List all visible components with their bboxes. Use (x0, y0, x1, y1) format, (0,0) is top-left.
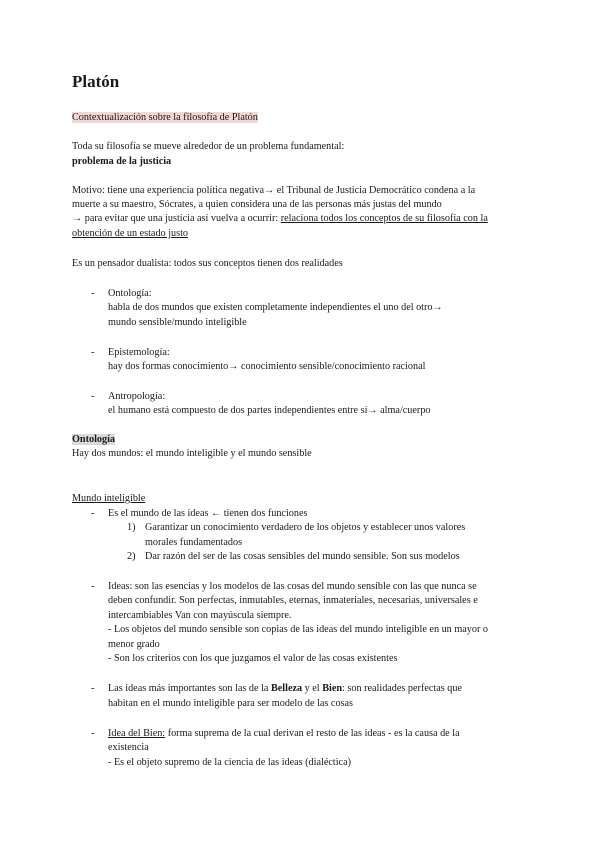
motivo-line-4: obtención de un estado justo (72, 228, 189, 239)
important-ideas-c: : son realidades perfectas que (342, 683, 462, 694)
function-1-line-2: morales fundamentados (145, 537, 243, 548)
antropologia-line-1: el humano está compuesto de dos partes independientes entre sí→ alma/cuerpo (108, 405, 431, 416)
motivo-line-3 (72, 211, 488, 226)
important-ideas-line-1 (108, 681, 462, 696)
ideas-line-4: - Los objetos del mundo sensible son copias de las ideas del mundo inteligible en un mayor o (108, 624, 488, 635)
ideas-world-line: Es el mundo de las ideas ← tienen dos funciones (108, 508, 308, 519)
context-heading (72, 110, 258, 125)
important-ideas-b: y el (302, 683, 323, 694)
dos-mundos-line: Hay dos mundos: el mundo inteligible y el mundo sensible (72, 448, 312, 459)
idea-bien-line-2: existencia (108, 742, 149, 753)
bien-bold: Bien (322, 683, 343, 694)
ontologia-heading-text: Ontología (72, 434, 116, 445)
intro-line: Toda su filosofía se mueve alrededor de un problema fundamental: (72, 141, 345, 152)
motivo-line-3-a: → para evitar que una justicia así vuelva a ocurrir: (72, 213, 281, 224)
motivo-line-2: muerte a su maestro, Sócrates, a quien considera una de las personas más justas del mundo (72, 199, 442, 210)
motivo-line-3-b: relaciona todos los conceptos de su filosofía con la (280, 213, 488, 224)
important-ideas-line-2: habitan en el mundo inteligible para ser modelo de las cosas (108, 698, 353, 709)
function-2-line-1: Dar razón del ser de las cosas sensibles del mundo sensible. Son sus modelos (145, 551, 460, 562)
ideas-line-1: Ideas: son las esencias y los modelos de las cosas del mundo sensible con las que nunca se (108, 581, 477, 592)
function-1-number: 1) (127, 522, 136, 533)
page-title: Platón (72, 72, 120, 91)
bullet-dash: - (91, 288, 95, 299)
bullet-dash: - (91, 508, 95, 519)
bullet-dash: - (91, 347, 95, 358)
epistemologia-title: Epistemología: (108, 347, 170, 358)
mundo-inteligible-heading: Mundo inteligible (72, 493, 146, 504)
intro-bold: problema de la justicia (72, 156, 172, 167)
epistemologia-line-1: hay dos formas conocimiento→ conocimiento sensible/conocimiento racional (108, 361, 426, 372)
dualista-line: Es un pensador dualista: todos sus conceptos tienen dos realidades (72, 258, 343, 269)
antropologia-title: Antropología: (108, 391, 166, 402)
ideas-line-6: - Son los criterios con los que juzgamos el valor de las cosas existentes (108, 653, 398, 664)
idea-bien-label: Idea del Bien: (108, 728, 166, 739)
idea-bien-line-3: - Es el objeto supremo de la ciencia de las ideas (dialéctica) (108, 757, 351, 768)
ontologia-heading (72, 432, 115, 447)
important-ideas-a: Las ideas más importantes son las de la (108, 683, 271, 694)
ontologia-line-2: mundo sensible/mundo inteligible (108, 317, 247, 328)
ideas-line-3: intercambiables Van con mayúscula siempre. (108, 610, 292, 621)
idea-bien-line-1 (108, 726, 460, 741)
context-heading-text: Contextualización sobre la filosofía de Platón (72, 112, 258, 123)
bullet-dash: - (91, 581, 95, 592)
function-2-number: 2) (127, 551, 136, 562)
function-1-line-1: Garantizar un conocimiento verdadero de los objetos y establecer unos valores (145, 522, 466, 533)
bullet-dash: - (91, 683, 95, 694)
bullet-dash: - (91, 391, 95, 402)
bullet-dash: - (91, 728, 95, 739)
idea-bien-text: forma suprema de la cual derivan el resto de las ideas - es la causa de la (165, 728, 460, 739)
ontologia-line-1: habla de dos mundos que existen completamente independientes el uno del otro→ (108, 302, 443, 313)
ontologia-title: Ontología: (108, 288, 152, 299)
ideas-line-5: menor grado (108, 639, 160, 650)
belleza-bold: Belleza (270, 683, 303, 694)
motivo-line-1: Motivo: tiene una experiencia política negativa→ el Tribunal de Justicia Democrático condena a la (72, 185, 476, 196)
ideas-line-2: deben confundir. Son perfectas, inmutables, eternas, inmateriales, necesarias, universales e (108, 595, 478, 606)
